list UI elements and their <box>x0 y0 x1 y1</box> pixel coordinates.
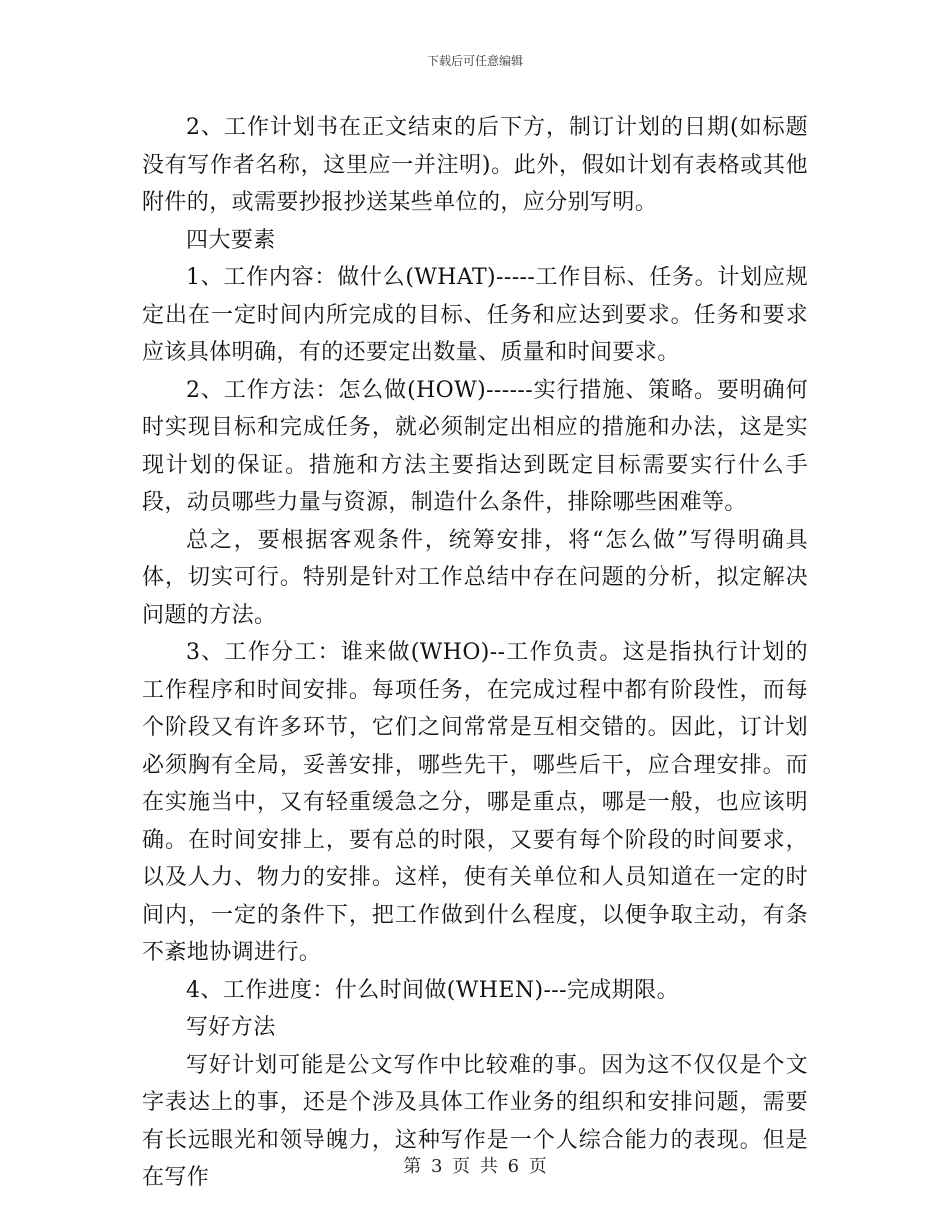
paragraph-writing-method: 写好计划可能是公文写作中比较难的事。因为这不仅仅是个文字表达上的事，还是个涉及具体工作业务的组织和安排问题，需要有长远眼光和领导魄力，这种写作是一个人综合能力的表现。但是在写作 <box>142 1052 808 1190</box>
page-number-footer: 第 3 页 共 6 页 <box>403 1156 547 1177</box>
section-heading-four-elements: 四大要素 <box>186 227 276 253</box>
paragraph-signature-date: 2、工作计划书在正文结束的后下方，制订计划的日期(如标题没有写作者名称，这里应一并注明)。此外，假如计划有表格或其他附件的，或需要抄报抄送某些单位的，应分别写明。 <box>142 115 808 215</box>
paragraph-summary: 总之，要根据客观条件，统筹安排，将“怎么做”写得明确具体，切实可行。特别是针对工作总结中存在问题的分析，拟定解决问题的方法。 <box>142 527 808 628</box>
paragraph-work-schedule: 4、工作进度：什么时间做(WHEN)---完成期限。 <box>186 977 679 1003</box>
section-heading-writing-method: 写好方法 <box>186 1015 276 1040</box>
paragraph-work-division: 3、工作分工：谁来做(WHO)--工作负责。这是指执行计划的工作程序和时间安排。每项任务，在完成过程中都有阶段性，而每个阶段又有许多环节，它们之间常常是互相交错的。因此，订计划必须胸有全局，妥善安排，哪些先干，哪些后干，应合理安排。而在实施当中，又有轻重缓急之分，哪是重点，哪是一般，也应该明确。在时间安排上，要有总的时限，又要有每个阶段的时间要求，以及人力、物力的安排。这样，使有关单位和人员知道在一定的时间内，一定的条件下，把工作做到什么程度，以便争取主动，有条不紊地协调进行。 <box>142 640 808 965</box>
paragraph-work-method: 2、工作方法：怎么做(HOW)------实行措施、策略。要明确何时实现目标和完成任务，就必须制定出相应的措施和办法，这是实现计划的保证。措施和方法主要指达到既定目标需要实行什么手段，动员哪些力量与资源，制造什么条件，排除哪些困难等。 <box>142 377 808 515</box>
paragraph-work-content: 1、工作内容：做什么(WHAT)-----工作目标、任务。计划应规定出在一定时间内所完成的目标、任务和应达到要求。任务和要求应该具体明确，有的还要定出数量、质量和时间要求。 <box>142 265 808 365</box>
document-body <box>142 109 808 1197</box>
page-header: 下载后可任意编辑 <box>426 54 523 68</box>
